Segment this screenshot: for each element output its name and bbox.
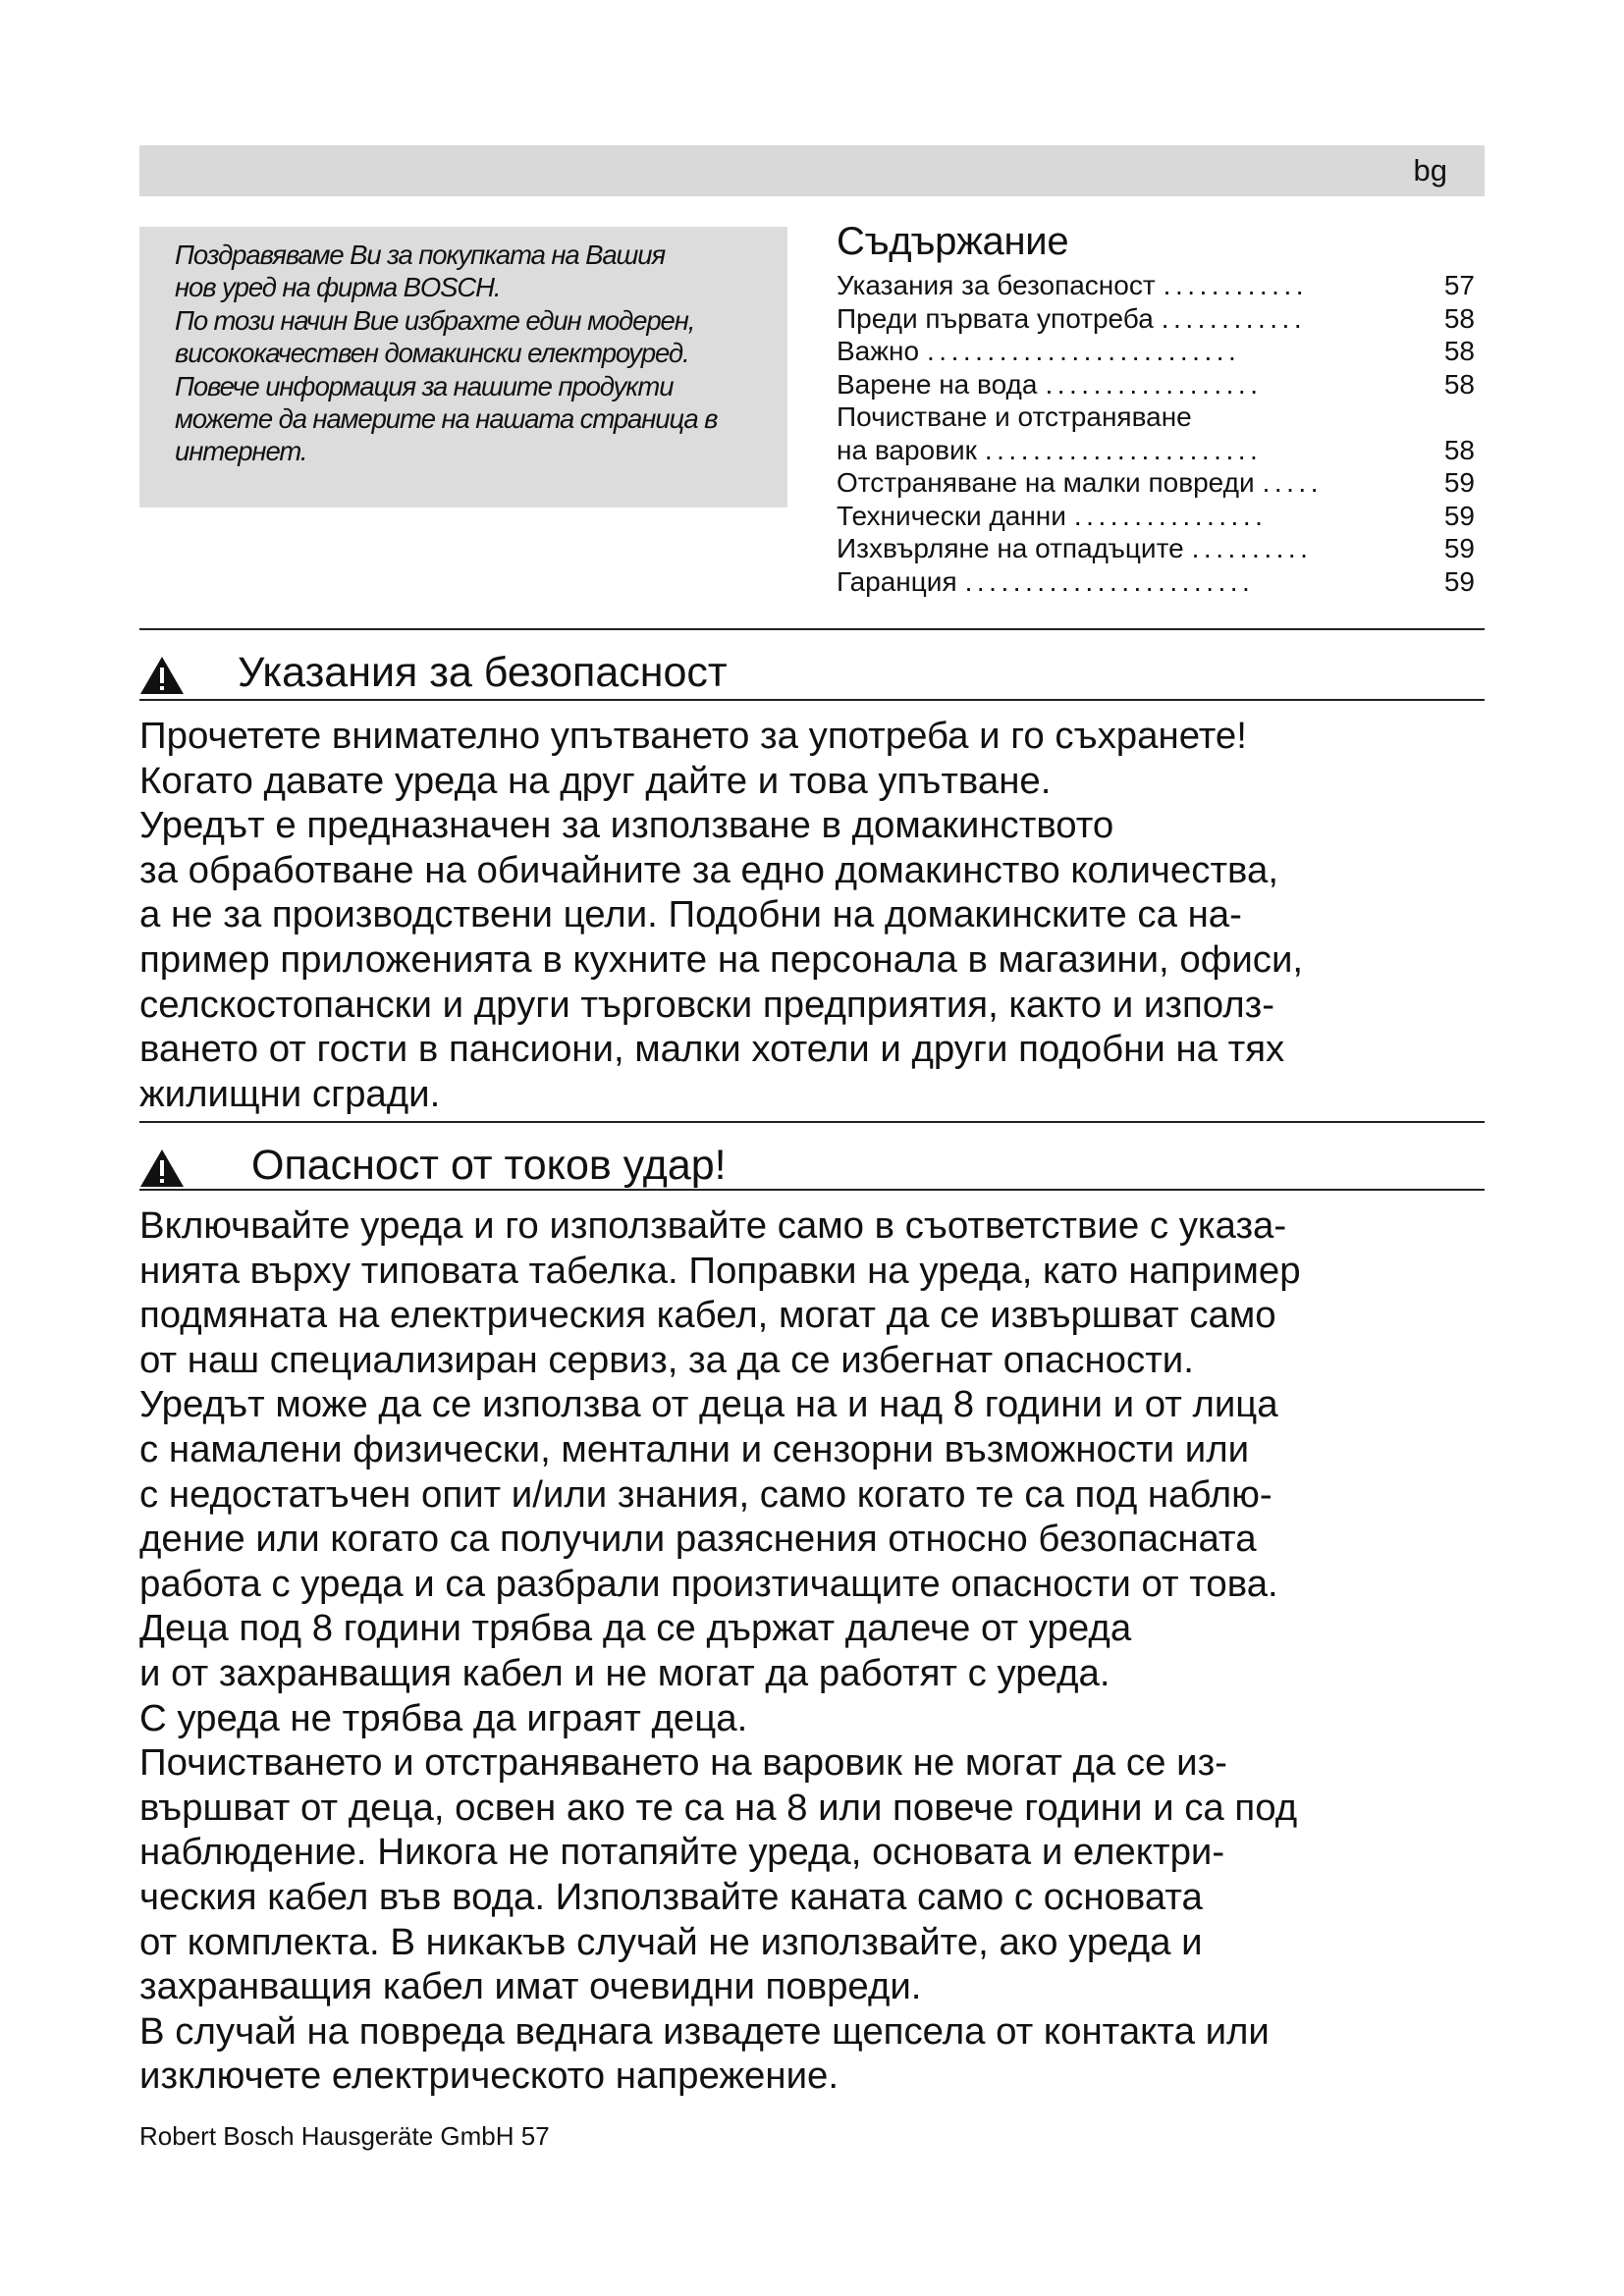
toc-item-page: 58 bbox=[1443, 434, 1475, 465]
toc-item-label: Почистване и отстраняване bbox=[837, 401, 1192, 432]
section-underline bbox=[139, 699, 1485, 701]
body-line: наблюдение. Никога не потапяйте уреда, основата и електри- bbox=[139, 1831, 1225, 1874]
section-divider bbox=[139, 628, 1485, 630]
toc-item-leader: ........................ bbox=[964, 565, 1255, 597]
body-line: Когато давате уреда на друг дайте и това упътване. bbox=[139, 759, 1052, 802]
toc-item[interactable] bbox=[837, 400, 1475, 434]
toc-item[interactable] bbox=[837, 466, 1475, 500]
toc-item-leader: ..... bbox=[1262, 467, 1323, 498]
section-underline bbox=[139, 1189, 1485, 1191]
toc-item-label: Варене на вода bbox=[837, 368, 1038, 400]
body-line: а не за производствени цели. Подобни на домакинските са на- bbox=[139, 893, 1242, 936]
intro-line: висококачествен домакински електроуред. bbox=[175, 338, 689, 369]
body-line: Почистването и отстраняването на варовик не могат да се из- bbox=[139, 1741, 1227, 1785]
table-of-contents bbox=[837, 218, 1485, 598]
language-bar bbox=[139, 145, 1485, 196]
toc-item-page: 59 bbox=[1443, 500, 1475, 531]
toc-item-page: 57 bbox=[1443, 270, 1475, 300]
toc-item-label: Важно bbox=[837, 336, 920, 366]
toc-item[interactable] bbox=[837, 434, 1475, 467]
body-line: В случай на повреда веднага извадете щепсела от контакта или bbox=[139, 2009, 1270, 2053]
body-line: селскостопански и други търговски предприятия, както и използ- bbox=[139, 983, 1275, 1026]
toc-item-leader: ....................... bbox=[984, 434, 1263, 465]
toc-item[interactable] bbox=[837, 269, 1475, 302]
intro-line: интернет. bbox=[175, 436, 307, 467]
toc-item[interactable] bbox=[837, 302, 1475, 336]
toc-item-page: 59 bbox=[1443, 565, 1475, 597]
intro-line: можете да намерите на нашата страница в bbox=[175, 403, 718, 435]
page-footer: Robert Bosch Hausgeräte GmbH 57 bbox=[139, 2121, 550, 2151]
body-line: подмяната на електрическия кабел, могат да се извършват само bbox=[139, 1294, 1276, 1337]
body-line: изключете електрическото напрежение. bbox=[139, 2055, 839, 2098]
toc-item-leader: ............ bbox=[1163, 270, 1309, 300]
body-line: вършват от деца, освен ако те са на 8 или повече години и са под bbox=[139, 1786, 1298, 1829]
toc-item-label: Гаранция bbox=[837, 565, 957, 597]
section-heading bbox=[139, 648, 1485, 699]
toc-item[interactable] bbox=[837, 500, 1475, 533]
body-line: от наш специализиран сервиз, за да се избегнат опасности. bbox=[139, 1338, 1194, 1381]
toc-item[interactable] bbox=[837, 565, 1475, 599]
intro-line: Поздравяваме Ви за покупката на Вашия bbox=[175, 240, 666, 270]
body-line: Уредът може да се използва от деца на и над 8 години и от лица bbox=[139, 1383, 1278, 1426]
body-line: дение или когато са получили разяснения относно безопасната bbox=[139, 1518, 1257, 1561]
body-line: Включвайте уреда и го използвайте само в съответствие с указа- bbox=[139, 1204, 1287, 1247]
body-line: пример приложенията в кухните на персонала в магазини, офиси, bbox=[139, 937, 1304, 981]
section-body bbox=[139, 714, 1499, 1116]
toc-item-label: Отстраняване на малки повреди bbox=[837, 467, 1255, 498]
language-code: bg bbox=[1413, 153, 1447, 187]
body-line: с намалени физически, ментални и сензорни възможности или bbox=[139, 1427, 1250, 1470]
toc-item-page: 59 bbox=[1443, 533, 1475, 563]
body-line: Деца под 8 години трябва да се държат далече от уреда bbox=[139, 1607, 1132, 1650]
toc-item-leader: ............ bbox=[1161, 302, 1307, 334]
toc-title: Съдържание bbox=[837, 220, 1069, 263]
toc-item-leader: .................. bbox=[1045, 368, 1263, 400]
body-line: Прочетете внимателно упътването за употреба и го съхранете! bbox=[139, 715, 1247, 757]
warning-triangle-icon bbox=[139, 1148, 185, 1188]
toc-item-label: Технически данни bbox=[837, 500, 1066, 531]
body-line: ването от гости в пансиони, малки хотели и други подобни на тях bbox=[139, 1028, 1285, 1071]
toc-item[interactable] bbox=[837, 532, 1475, 565]
intro-box bbox=[139, 227, 787, 507]
toc-item-leader: .......... bbox=[1191, 533, 1313, 563]
body-line: и от захранващия кабел и не могат да работят с уреда. bbox=[139, 1651, 1110, 1694]
intro-line: нов уред на фирма BOSCH. bbox=[175, 272, 501, 303]
body-line: ческия кабел във вода. Използвайте каната само с основата bbox=[139, 1875, 1203, 1918]
toc-list bbox=[837, 269, 1475, 598]
toc-item-page: 58 bbox=[1443, 368, 1475, 400]
intro-line: Повече информация за нашите продукти bbox=[175, 370, 674, 401]
toc-item-page: 58 bbox=[1443, 302, 1475, 334]
section-heading bbox=[139, 1141, 1485, 1192]
section-title: Опасност от токов удар! bbox=[251, 1142, 727, 1189]
section-title: Указания за безопасност bbox=[238, 649, 728, 696]
body-line: Уредът е предназначен за използване в домакинството bbox=[139, 804, 1114, 847]
body-line: работа с уреда и са разбрали произтичащите опасности от това. bbox=[139, 1562, 1278, 1605]
section-body bbox=[139, 1203, 1499, 2099]
section-divider bbox=[139, 1121, 1485, 1123]
toc-item-label: Изхвърляне на отпадъците bbox=[837, 533, 1184, 563]
body-line: с недостатъчен опит и/или знания, само когато те са под наблю- bbox=[139, 1472, 1272, 1516]
body-line: С уреда не трябва да играят деца. bbox=[139, 1696, 748, 1739]
body-line: захранващия кабел имат очевидни повреди. bbox=[139, 1965, 922, 2008]
toc-item[interactable] bbox=[837, 335, 1475, 368]
toc-item-label: на варовик bbox=[837, 434, 977, 465]
intro-line: По този начин Вие избрахте един модерен, bbox=[175, 304, 695, 336]
body-line: жилищни сгради. bbox=[139, 1072, 441, 1115]
toc-item-leader: ................ bbox=[1073, 500, 1268, 531]
body-line: нията върху типовата табелка. Поправки на уреда, като например bbox=[139, 1249, 1301, 1292]
body-line: за обработване на обичайните за едно домакинство количества, bbox=[139, 848, 1279, 891]
toc-item-page: 58 bbox=[1443, 336, 1475, 366]
toc-item-label: Указания за безопасност bbox=[837, 270, 1156, 300]
toc-item-leader: .......................... bbox=[927, 336, 1241, 366]
body-line: от комплекта. В никакъв случай не използвайте, ако уреда и bbox=[139, 1920, 1203, 1963]
toc-item-page: 59 bbox=[1443, 467, 1475, 498]
warning-triangle-icon bbox=[139, 656, 185, 695]
toc-item-label: Преди първата употреба bbox=[837, 302, 1154, 334]
toc-item[interactable] bbox=[837, 368, 1475, 401]
